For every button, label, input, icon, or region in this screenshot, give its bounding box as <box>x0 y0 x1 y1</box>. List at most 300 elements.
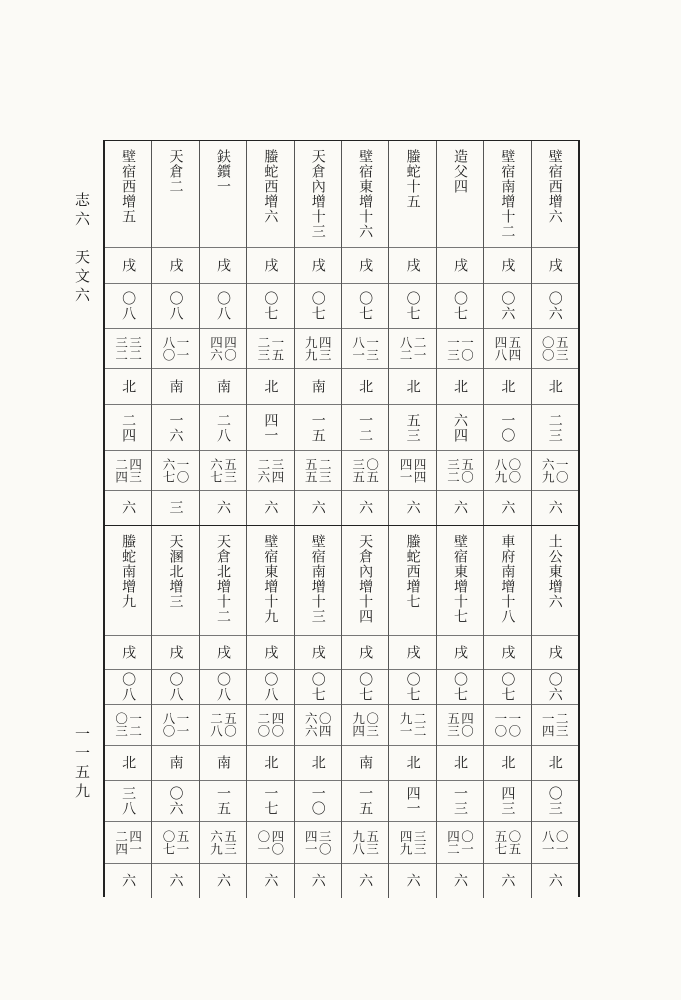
palace-cell <box>295 248 341 284</box>
latitude-minute-pair-part: 四二 <box>445 829 461 855</box>
latitude-direction: 南 <box>309 379 326 395</box>
magnitude: 六 <box>120 873 137 889</box>
latitude-minute-pair-cell <box>105 822 151 864</box>
magnitude-cell <box>152 864 198 898</box>
palace-cell <box>247 248 293 284</box>
latitude-minute-pair-part: 八一 <box>540 829 556 855</box>
minute-pair-part: 四八 <box>492 336 508 362</box>
latitude-minute-pair-part: 〇一 <box>255 829 271 855</box>
latitude-degree: 一三 <box>451 785 468 816</box>
degree-cell <box>532 670 578 704</box>
magnitude: 六 <box>214 873 231 889</box>
degree-cell <box>342 670 388 704</box>
latitude-degree: 六四 <box>451 412 468 443</box>
latitude-degree: 二八 <box>214 412 231 443</box>
degree: 〇七 <box>404 672 421 702</box>
latitude-minute-pair-part: 二四 <box>113 829 129 855</box>
magnitude-cell <box>200 491 246 525</box>
palace-cell <box>342 636 388 670</box>
latitude-degree-cell <box>437 781 483 823</box>
palace: 戌 <box>499 257 516 273</box>
star-name-cell <box>247 526 293 636</box>
palace-cell <box>532 248 578 284</box>
minute-pair-cell <box>200 329 246 369</box>
palace: 戌 <box>357 645 374 661</box>
latitude-minute-pair-part: 九八 <box>350 829 366 855</box>
palace: 戌 <box>120 257 137 273</box>
star-name: 壁宿西增五 <box>120 149 137 224</box>
palace: 戌 <box>262 257 279 273</box>
minute-pair-part: 二二 <box>412 712 428 738</box>
minute-pair-cell <box>247 705 293 747</box>
star-name-cell <box>105 141 151 248</box>
minute-pair-cell <box>437 329 483 369</box>
latitude-minute-pair-part: 一〇 <box>175 457 191 483</box>
star-entry <box>105 526 151 898</box>
minute-pair-part: 一二 <box>127 712 143 738</box>
minute-pair-part: 〇〇 <box>540 336 556 362</box>
magnitude-cell <box>200 864 246 898</box>
palace: 戌 <box>214 257 231 273</box>
latitude-degree-cell <box>200 781 246 823</box>
latitude-direction-cell <box>532 746 578 780</box>
latitude-direction: 北 <box>499 379 516 395</box>
degree: 〇八 <box>167 291 184 322</box>
latitude-direction: 北 <box>546 379 563 395</box>
magnitude: 六 <box>546 500 563 516</box>
star-entry <box>388 141 435 525</box>
page-number: 一一五九 <box>73 726 91 802</box>
latitude-minute-pair-cell <box>484 451 530 491</box>
star-name: 壁宿南增十三 <box>309 534 326 624</box>
minute-pair-part: 八〇 <box>161 336 177 362</box>
magnitude: 六 <box>404 873 421 889</box>
palace-cell <box>437 248 483 284</box>
magnitude-cell <box>484 864 530 898</box>
degree-cell <box>105 670 151 704</box>
star-entry <box>341 526 388 898</box>
palace: 戌 <box>404 645 421 661</box>
latitude-direction-cell <box>484 746 530 780</box>
latitude-direction: 南 <box>214 755 231 771</box>
latitude-minute-pair-part: 五一 <box>175 829 191 855</box>
star-entry <box>483 141 530 525</box>
magnitude: 六 <box>214 500 231 516</box>
star-name: 天倉北增十二 <box>214 534 231 624</box>
latitude-degree: 一〇 <box>309 785 326 816</box>
palace: 戌 <box>546 257 563 273</box>
latitude-degree-cell <box>105 405 151 450</box>
palace-cell <box>389 248 435 284</box>
minute-pair-part: 五三 <box>554 336 570 362</box>
latitude-degree-cell <box>389 781 435 823</box>
magnitude: 六 <box>499 873 516 889</box>
minute-pair-part: 一〇 <box>492 712 508 738</box>
latitude-direction-cell <box>342 369 388 405</box>
minute-pair-part: 一五 <box>269 336 285 362</box>
palace: 戌 <box>309 257 326 273</box>
latitude-minute-pair-part: 〇一 <box>459 829 475 855</box>
star-entry <box>199 526 246 898</box>
palace-cell <box>200 636 246 670</box>
star-entry <box>151 526 198 898</box>
degree: 〇八 <box>214 291 231 322</box>
magnitude-cell <box>532 864 578 898</box>
degree: 〇六 <box>546 672 563 702</box>
latitude-degree: 一七 <box>262 785 279 816</box>
star-name-cell <box>437 141 483 248</box>
magnitude: 六 <box>357 500 374 516</box>
latitude-minute-pair-part: 六七 <box>208 457 224 483</box>
degree: 〇七 <box>451 291 468 322</box>
latitude-direction: 南 <box>357 755 374 771</box>
palace: 戌 <box>404 257 421 273</box>
latitude-direction: 北 <box>262 755 279 771</box>
minute-pair-cell <box>342 329 388 369</box>
latitude-direction: 北 <box>546 755 563 771</box>
latitude-minute-pair-cell <box>247 822 293 864</box>
latitude-minute-pair-part: 三四 <box>269 457 285 483</box>
degree: 〇七 <box>309 672 326 702</box>
star-name-cell <box>342 141 388 248</box>
magnitude-cell <box>152 491 198 525</box>
palace-cell <box>389 636 435 670</box>
star-name-cell <box>389 526 435 636</box>
latitude-direction-cell <box>105 369 151 405</box>
latitude-direction-cell <box>152 746 198 780</box>
degree: 〇八 <box>214 672 231 702</box>
latitude-degree: 四一 <box>262 412 279 443</box>
degree: 〇七 <box>499 672 516 702</box>
magnitude-cell <box>342 864 388 898</box>
latitude-minute-pair-part: 四四 <box>412 457 428 483</box>
latitude-degree-cell <box>484 781 530 823</box>
minute-pair-part: 〇三 <box>113 712 129 738</box>
latitude-minute-pair-part: 〇〇 <box>506 457 522 483</box>
minute-pair-cell <box>105 705 151 747</box>
palace-cell <box>200 248 246 284</box>
latitude-minute-pair-part: 四三 <box>127 457 143 483</box>
star-name: 鈇鑕一 <box>214 149 231 194</box>
palace-cell <box>247 636 293 670</box>
latitude-direction-cell <box>437 746 483 780</box>
latitude-degree-cell <box>342 405 388 450</box>
palace: 戌 <box>309 645 326 661</box>
star-name-cell <box>295 526 341 636</box>
latitude-degree: 一〇 <box>499 412 516 443</box>
magnitude: 六 <box>451 873 468 889</box>
magnitude-cell <box>437 864 483 898</box>
latitude-direction: 北 <box>120 379 137 395</box>
magnitude: 六 <box>499 500 516 516</box>
minute-pair-part: 四三 <box>317 336 333 362</box>
minute-pair-part: 一〇 <box>459 336 475 362</box>
minute-pair-cell <box>484 329 530 369</box>
minute-pair-part: 一一 <box>175 336 191 362</box>
star-name: 壁宿南增十二 <box>499 149 516 239</box>
latitude-minute-pair-cell <box>200 451 246 491</box>
star-entry <box>199 141 246 525</box>
minute-pair-cell <box>295 329 341 369</box>
latitude-degree-cell <box>295 405 341 450</box>
latitude-direction-cell <box>389 746 435 780</box>
minute-pair-cell <box>437 705 483 747</box>
latitude-minute-pair-part: 四一 <box>398 457 414 483</box>
star-name: 螣蛇十五 <box>404 149 421 209</box>
star-entry <box>436 526 483 898</box>
palace: 戌 <box>167 645 184 661</box>
magnitude: 六 <box>404 500 421 516</box>
latitude-minute-pair-part: 〇一 <box>554 829 570 855</box>
star-name: 螣蛇西增六 <box>262 149 279 224</box>
latitude-degree-cell <box>105 781 151 823</box>
degree-cell <box>200 284 246 329</box>
star-name: 天溷北增三 <box>167 534 184 609</box>
star-entry <box>531 141 578 525</box>
magnitude: 六 <box>451 500 468 516</box>
latitude-direction: 北 <box>262 379 279 395</box>
latitude-minute-pair-part: 五七 <box>492 829 508 855</box>
latitude-minute-pair-cell <box>152 451 198 491</box>
star-name: 天倉內增十三 <box>309 149 326 239</box>
magnitude: 六 <box>309 500 326 516</box>
star-name: 造父四 <box>451 149 468 194</box>
latitude-minute-pair-part: 四〇 <box>269 829 285 855</box>
latitude-degree-cell <box>437 405 483 450</box>
minute-pair-part: 九一 <box>398 712 414 738</box>
latitude-minute-pair-cell <box>389 451 435 491</box>
minute-pair-cell <box>532 329 578 369</box>
magnitude: 六 <box>357 873 374 889</box>
star-name-cell <box>484 526 530 636</box>
minute-pair-cell <box>389 705 435 747</box>
star-entry <box>341 141 388 525</box>
latitude-direction: 北 <box>357 379 374 395</box>
degree: 〇七 <box>357 672 374 702</box>
star-name-cell <box>152 526 198 636</box>
latitude-direction-cell <box>200 746 246 780</box>
latitude-minute-pair-cell <box>342 451 388 491</box>
degree-cell <box>247 670 293 704</box>
magnitude-cell <box>389 491 435 525</box>
degree-cell <box>437 284 483 329</box>
star-entry <box>105 141 151 525</box>
magnitude-cell <box>532 491 578 525</box>
palace: 戌 <box>546 645 563 661</box>
star-entry <box>246 526 293 898</box>
minute-pair-part: 四〇 <box>222 336 238 362</box>
chapter-title: 志六 天文六 <box>73 192 91 306</box>
degree-cell <box>484 284 530 329</box>
star-name-cell <box>200 141 246 248</box>
latitude-degree: 〇三 <box>546 785 563 816</box>
latitude-degree-cell <box>247 405 293 450</box>
latitude-degree: 三八 <box>120 785 137 816</box>
minute-pair-part: 五〇 <box>222 712 238 738</box>
minute-pair-cell <box>200 705 246 747</box>
latitude-minute-pair-part: 三〇 <box>317 829 333 855</box>
star-entry <box>294 526 341 898</box>
star-name-cell <box>532 526 578 636</box>
minute-pair-cell <box>389 329 435 369</box>
latitude-minute-pair-cell <box>437 451 483 491</box>
degree-cell <box>247 284 293 329</box>
star-entry <box>246 141 293 525</box>
minute-pair-cell <box>152 705 198 747</box>
latitude-direction: 南 <box>167 379 184 395</box>
latitude-minute-pair-part: 四九 <box>398 829 414 855</box>
star-entry <box>531 526 578 898</box>
star-name: 螣蛇南增九 <box>120 534 137 609</box>
latitude-direction-cell <box>532 369 578 405</box>
latitude-direction-cell <box>200 369 246 405</box>
latitude-direction-cell <box>389 369 435 405</box>
minute-pair-part: 八二 <box>398 336 414 362</box>
latitude-degree-cell <box>484 405 530 450</box>
latitude-minute-pair-cell <box>484 822 530 864</box>
degree-cell <box>342 284 388 329</box>
minute-pair-part: 一三 <box>445 336 461 362</box>
star-name: 土公東增六 <box>546 534 563 609</box>
palace-cell <box>152 248 198 284</box>
latitude-degree-cell <box>152 781 198 823</box>
minute-pair-part: 二三 <box>554 712 570 738</box>
magnitude-cell <box>105 491 151 525</box>
palace-cell <box>152 636 198 670</box>
palace-cell <box>437 636 483 670</box>
minute-pair-cell <box>295 705 341 747</box>
magnitude-cell <box>295 864 341 898</box>
magnitude-cell <box>342 491 388 525</box>
degree: 〇七 <box>404 291 421 322</box>
latitude-direction-cell <box>295 746 341 780</box>
magnitude: 六 <box>546 873 563 889</box>
star-name: 車府南增十八 <box>499 534 516 624</box>
degree-cell <box>152 284 198 329</box>
latitude-minute-pair-part: 五三 <box>364 829 380 855</box>
minute-pair-part: 一四 <box>540 712 556 738</box>
latitude-degree-cell <box>247 781 293 823</box>
degree: 〇八 <box>120 291 137 322</box>
latitude-minute-pair-part: 三三 <box>412 829 428 855</box>
star-name-cell <box>200 526 246 636</box>
latitude-minute-pair-cell <box>389 822 435 864</box>
star-name: 螣蛇西增七 <box>404 534 421 609</box>
palace-cell <box>295 636 341 670</box>
latitude-degree-cell <box>295 781 341 823</box>
latitude-degree-cell <box>200 405 246 450</box>
minute-pair-cell <box>247 329 293 369</box>
degree-cell <box>532 284 578 329</box>
palace: 戌 <box>451 645 468 661</box>
minute-pair-part: 一三 <box>364 336 380 362</box>
latitude-minute-pair-part: 四一 <box>127 829 143 855</box>
latitude-minute-pair-part: 五五 <box>303 457 319 483</box>
palace: 戌 <box>451 257 468 273</box>
minute-pair-part: 一〇 <box>506 712 522 738</box>
latitude-minute-pair-cell <box>105 451 151 491</box>
latitude-degree: 一六 <box>167 412 184 443</box>
latitude-degree: 二三 <box>546 412 563 443</box>
minute-pair-part: 六六 <box>303 712 319 738</box>
latitude-degree: 〇六 <box>167 785 184 816</box>
degree-cell <box>484 670 530 704</box>
latitude-minute-pair-part: 二六 <box>255 457 271 483</box>
latitude-minute-pair-part: 五〇 <box>459 457 475 483</box>
star-name: 天倉二 <box>167 149 184 194</box>
palace-cell <box>484 636 530 670</box>
latitude-minute-pair-part: 二三 <box>317 457 333 483</box>
star-entry <box>436 141 483 525</box>
minute-pair-part: 二八 <box>208 712 224 738</box>
magnitude-cell <box>484 491 530 525</box>
minute-pair-part: 四六 <box>208 336 224 362</box>
palace: 戌 <box>120 645 137 661</box>
latitude-direction-cell <box>295 369 341 405</box>
degree: 〇七 <box>309 291 326 322</box>
latitude-degree: 一五 <box>309 412 326 443</box>
latitude-direction: 南 <box>214 379 231 395</box>
degree-cell <box>389 670 435 704</box>
minute-pair-cell <box>342 705 388 747</box>
latitude-minute-pair-part: 六七 <box>161 457 177 483</box>
lower-table-half <box>105 526 578 898</box>
latitude-minute-pair-part: 二四 <box>113 457 129 483</box>
minute-pair-cell <box>105 329 151 369</box>
palace: 戌 <box>214 645 231 661</box>
star-name-cell <box>342 526 388 636</box>
degree: 〇七 <box>451 672 468 702</box>
magnitude-cell <box>295 491 341 525</box>
palace: 戌 <box>262 645 279 661</box>
minute-pair-part: 九四 <box>350 712 366 738</box>
latitude-minute-pair-part: 四一 <box>303 829 319 855</box>
latitude-degree: 五三 <box>404 412 421 443</box>
palace-cell <box>532 636 578 670</box>
minute-pair-part: 〇三 <box>364 712 380 738</box>
latitude-direction: 北 <box>404 379 421 395</box>
minute-pair-part: 〇四 <box>317 712 333 738</box>
minute-pair-part: 四〇 <box>459 712 475 738</box>
palace-cell <box>105 636 151 670</box>
minute-pair-cell <box>152 329 198 369</box>
latitude-minute-pair-part: 三五 <box>350 457 366 483</box>
latitude-degree-cell <box>389 405 435 450</box>
star-name-cell <box>105 526 151 636</box>
minute-pair-part: 四〇 <box>269 712 285 738</box>
degree: 〇七 <box>357 291 374 322</box>
star-name-cell <box>532 141 578 248</box>
degree-cell <box>105 284 151 329</box>
star-name-cell <box>247 141 293 248</box>
latitude-minute-pair-part: 一〇 <box>554 457 570 483</box>
latitude-minute-pair-cell <box>532 822 578 864</box>
latitude-degree: 一五 <box>357 785 374 816</box>
magnitude-cell <box>389 864 435 898</box>
latitude-direction-cell <box>437 369 483 405</box>
latitude-minute-pair-part: 〇七 <box>161 829 177 855</box>
star-catalog-table <box>103 140 580 897</box>
palace-cell <box>105 248 151 284</box>
degree: 〇八 <box>167 672 184 702</box>
latitude-minute-pair-cell <box>200 822 246 864</box>
palace: 戌 <box>357 257 374 273</box>
latitude-direction-cell <box>152 369 198 405</box>
latitude-minute-pair-cell <box>437 822 483 864</box>
latitude-minute-pair-part: 〇五 <box>506 829 522 855</box>
latitude-minute-pair-cell <box>247 451 293 491</box>
latitude-direction: 北 <box>404 755 421 771</box>
